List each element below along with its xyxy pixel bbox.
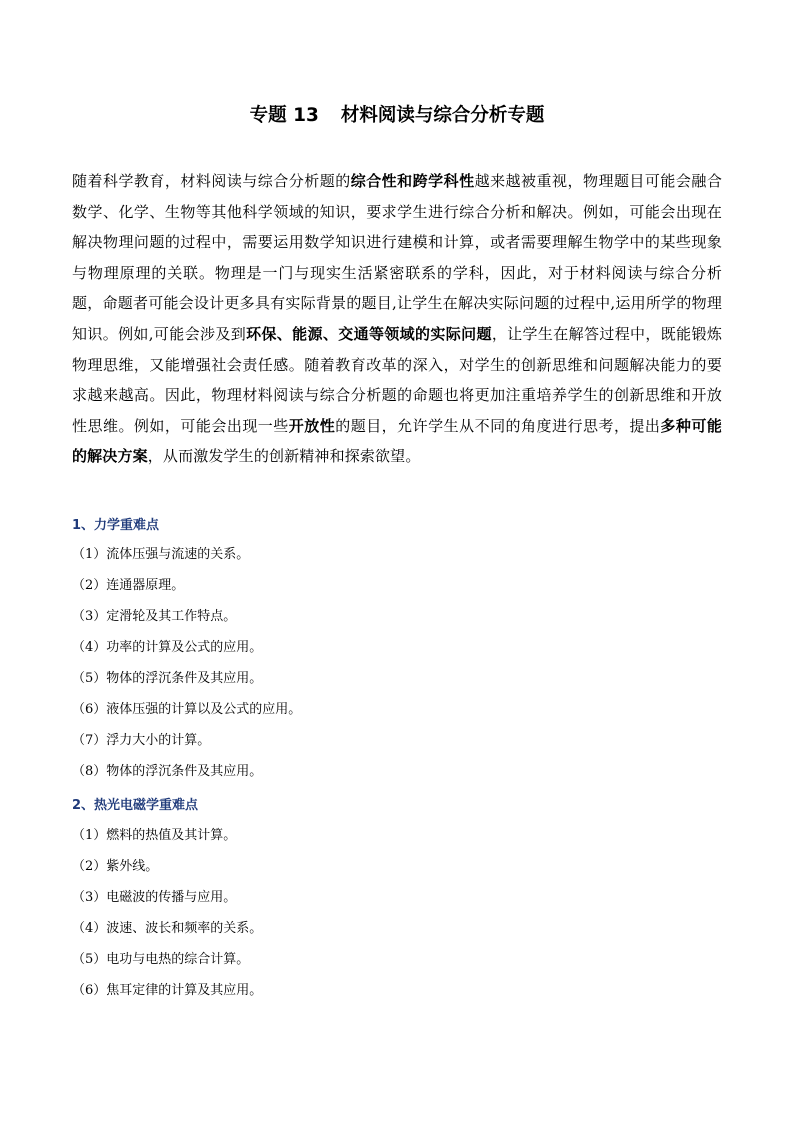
list-item: （1）流体压强与流速的关系。 [72, 547, 250, 562]
section-heading-mechanics: 1、力学重难点 [72, 518, 160, 533]
thermo-optics-em-topic-list [72, 820, 262, 1006]
list-item: （4）功率的计算及公式的应用。 [72, 640, 263, 655]
list-item: （8）物体的浮沉条件及其应用。 [72, 764, 263, 779]
list-item: （6）液体压强的计算以及公式的应用。 [72, 702, 302, 717]
list-item: （7）浮力大小的计算。 [72, 733, 211, 748]
intro-run: ，从而激发学生的创新精神和探索欲望。 [147, 447, 421, 466]
intro-run: 越来越被重视，物理题目可能会融合数学、化学、生物等其他科学领域的知识，要求学生进行综合分析和解决。例如，可能会出现在解决物理问题的过程中，需要运用数学知识进行建模和计算，或者需要理解生物学中的某些现象与物理原理的关联。物理是一门与现实生活紧密联系的学科，因此，对于材料阅读与综合分析题，命题者可能会设计更多具有实际背景的题目,让学生在解决实际问题的过程中,运用所学的物理知识。例如,可能会涉及到 [72, 172, 723, 343]
intro-emphasis: 综合性和跨学科性 [350, 172, 475, 190]
list-item: （3）电磁波的传播与应用。 [72, 890, 237, 905]
list-item: （3）定滑轮及其工作特点。 [72, 609, 237, 624]
list-item: （2）紫外线。 [72, 859, 159, 874]
list-item: （1）燃料的热值及其计算。 [72, 828, 237, 843]
intro-paragraph [72, 166, 722, 472]
page-title [72, 102, 722, 130]
title-topic-number: 专题 13 [249, 105, 319, 126]
intro-run: 随着科学教育，材料阅读与综合分析题的 [72, 172, 351, 190]
list-item: （4）波速、波长和频率的关系。 [72, 921, 263, 936]
list-item: （6）焦耳定律的计算及其应用。 [72, 983, 263, 998]
intro-emphasis: 环保、能源、交通等领域的实际问题 [246, 324, 492, 343]
mechanics-topic-list [72, 539, 301, 787]
intro-run: 的题目，允许学生从不同的角度进行思考，提出 [335, 416, 661, 435]
intro-emphasis: 多种可能的解决方案 [72, 416, 722, 466]
intro-run: ，让学生在解答过程中，既能锻炼物理思维，又能增强社会责任感。随着教育改革的深入，对学生的创新思维和问题解决能力的要求越来越高。因此，物理材料阅读与综合分析题的命题也将更加注重培养学生的创新思维和开放性思维。例如，可能会出现一些 [72, 324, 722, 435]
section-heading-thermo-optics-em: 2、热光电磁学重难点 [72, 798, 199, 813]
list-item: （5）电功与电热的综合计算。 [72, 952, 250, 967]
title-topic-name: 材料阅读与综合分析专题 [340, 105, 545, 126]
list-item: （5）物体的浮沉条件及其应用。 [72, 671, 263, 686]
list-item: （2）连通器原理。 [72, 578, 185, 593]
intro-emphasis: 开放性 [288, 416, 336, 435]
